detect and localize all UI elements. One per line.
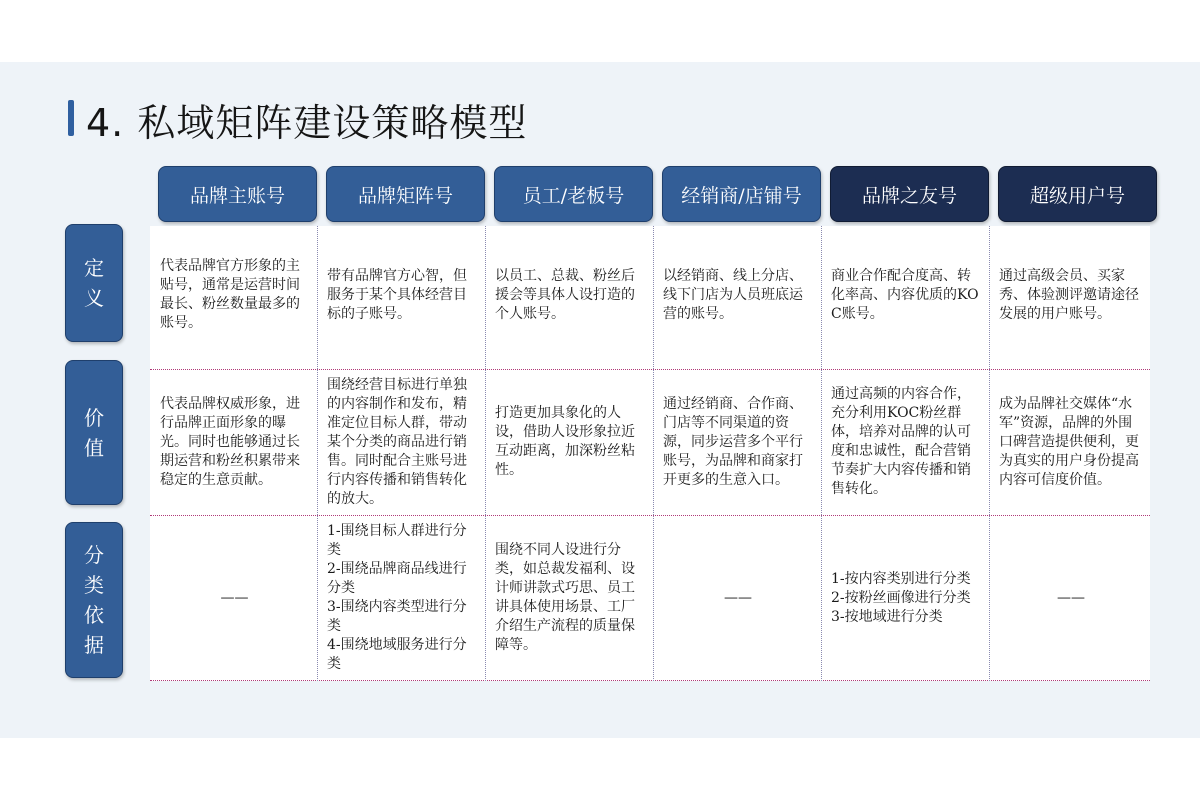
row-label-basis-text: 分类依据 — [84, 543, 104, 657]
column-divider — [821, 226, 822, 681]
row-divider — [150, 369, 1150, 370]
column-divider — [317, 226, 318, 681]
definition-brand-friends: 商业合作配合度高、转化率高、内容优质的KOC账号。 — [831, 267, 979, 322]
basis-brand-main: —— — [220, 589, 249, 606]
value-brand-main: 代表品牌权威形象，进行品牌正面形象的曝光。同时也能够通过长期运营和粉丝积累带来稳定的生意贡献。 — [160, 395, 300, 488]
value-staff: 打造更加具象化的人设，借助人设形象拉近互动距离，加深粉丝粘性。 — [495, 405, 635, 478]
basis-dealer: —— — [724, 589, 752, 606]
column-header-super-user: 超级用户号 — [998, 166, 1157, 222]
list-item: 4-围绕地域服务进行分类 — [327, 637, 467, 672]
value-brand-friends: 通过高频的内容合作，充分利用KOC粉丝群体，培养对品牌的认可度和忠诚性，配合营销节奏扩大内容传播和销售转化。 — [831, 386, 971, 497]
definition-brand-main: 代表品牌官方形象的主贴号，通常是运营时间最长、粉丝数量最多的账号。 — [160, 258, 300, 331]
column-header-dealer: 经销商/店铺号 — [662, 166, 821, 222]
list-item: 2-按粉丝画像进行分类 — [831, 589, 971, 606]
column-header-brand-friends: 品牌之友号 — [830, 166, 989, 222]
basis-super-user: —— — [1057, 589, 1085, 606]
column-divider — [485, 226, 486, 681]
definition-brand-matrix: 带有品牌官方心智，但服务于某个具体经营目标的子账号。 — [327, 267, 467, 322]
value-brand-matrix: 围绕经营目标进行单独的内容制作和发布，精准定位目标人群，带动某个分类的商品进行销售。同时配合主账号进行内容传播和销售转化的放大。 — [327, 376, 467, 507]
definition-super-user: 通过高级会员、买家秀、体验测评邀请途径发展的用户账号。 — [999, 267, 1139, 322]
page-title: 4. 私域矩阵建设策略模型 — [86, 101, 528, 145]
column-header-brand-matrix: 品牌矩阵号 — [326, 166, 485, 222]
title-accent-bar — [68, 100, 74, 136]
definition-dealer: 以经销商、线上分店、线下门店为人员班底运营的账号。 — [663, 267, 803, 322]
basis-brand-friends — [823, 518, 989, 678]
list-item: 1-围绕目标人群进行分类 — [327, 523, 467, 558]
row-label-definition-text: 定义 — [84, 256, 104, 310]
column-divider — [653, 226, 654, 681]
definition-staff: 以员工、总裁、粉丝后援会等具体人设打造的个人账号。 — [495, 267, 635, 322]
value-dealer: 通过经销商、合作商、门店等不同渠道的资源，同步运营多个平行账号，为品牌和商家打开更多的生意入口。 — [663, 395, 803, 488]
basis-staff: 围绕不同人设进行分类，如总裁发福利、设计师讲款式巧思、员工讲具体使用场景、工厂介绍生产流程的质量保障等。 — [495, 542, 635, 653]
value-super-user: 成为品牌社交媒体“水军”资源，品牌的外围口碑营造提供便利，更为真实的用户身份提高内容可信度价值。 — [999, 395, 1139, 488]
list-item: 1-按内容类别进行分类 — [831, 570, 971, 587]
list-item: 3-围绕内容类型进行分类 — [327, 599, 467, 634]
row-label-value-text: 价值 — [84, 405, 104, 460]
basis-brand-friends-list — [831, 570, 971, 627]
row-label-value — [65, 360, 123, 505]
row-divider — [150, 515, 1150, 516]
row-label-definition — [65, 224, 123, 342]
column-header-staff: 员工/老板号 — [494, 166, 653, 222]
row-divider — [150, 680, 1150, 681]
list-item: 2-围绕品牌商品线进行分类 — [327, 561, 467, 596]
list-item: 3-按地域进行分类 — [831, 608, 943, 625]
column-divider — [989, 226, 990, 681]
basis-brand-matrix — [319, 518, 485, 678]
row-label-basis — [65, 522, 123, 678]
column-header-brand-main: 品牌主账号 — [158, 166, 317, 222]
basis-brand-matrix-list — [327, 522, 477, 674]
